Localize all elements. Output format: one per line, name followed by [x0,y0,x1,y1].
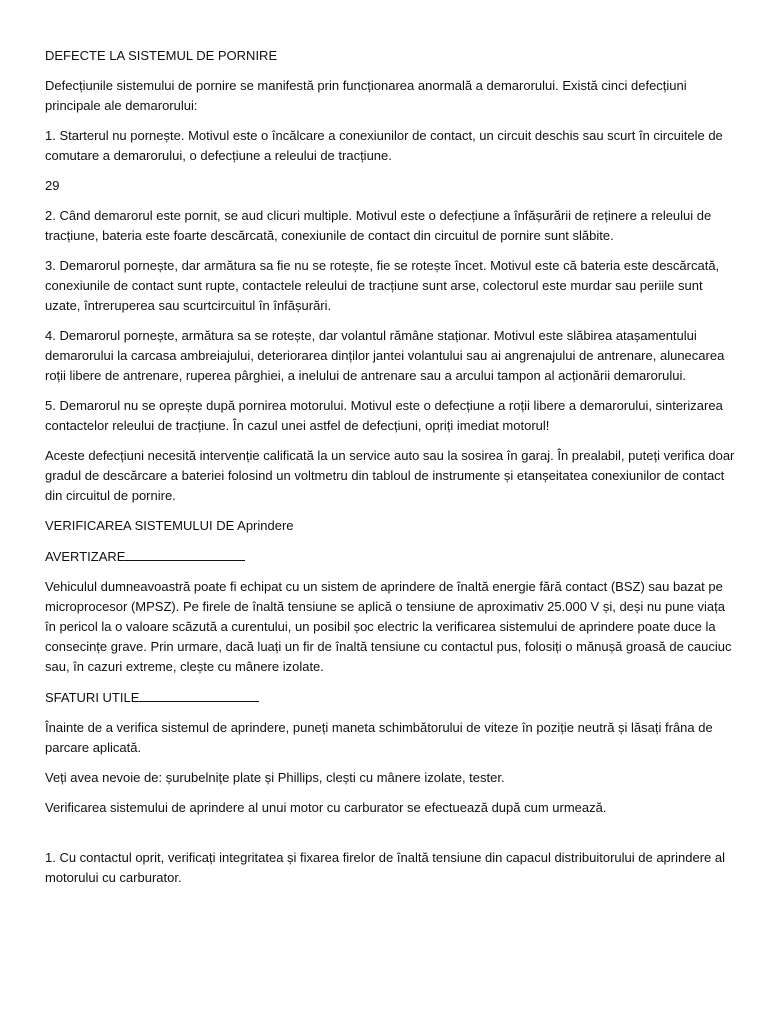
document-page [45,46,735,898]
paragraph-gap [45,828,735,848]
section-heading-starting-system-defects: DEFECTE LA SISTEMUL DE PORNIRE [45,48,278,63]
intro-paragraph: Defecțiunile sistemului de pornire se manifestă prin funcționarea anormală a demarorului. Există cinci defecțiuni principale ale demarorului: [45,78,687,113]
section-heading-ignition-check: VERIFICAREA SISTEMULUI DE Aprindere [45,518,294,533]
tools-paragraph: Veți avea nevoie de: șurubelnițe plate și Phillips, clești cu mânere izolate, tester. [45,770,505,785]
service-note-paragraph: Aceste defecțiuni necesită intervenție calificată la un service auto sau la sosirea în garaj. În prealabil, puteți verifica doar gradul de descărcare a bateriei folosind un voltmetru din tabloul de instrumente și etanșeitatea conexiunilor de contact din circuitul de pornire. [45,448,735,503]
defect-item-3: 3. Demarorul pornește, dar armătura sa fie nu se rotește, fie se rotește încet. Motivul este că bateria este descărcată, conexiunile de contact sunt rupte, contactele releului de tracțiune sunt arse, colectorul este murdar sau periile sunt uzate, întreruperea sau scurtcircuitul în înfășurări. [45,258,720,313]
tips-underline-rule [139,687,259,702]
defect-item-4: 4. Demarorul pornește, armătura sa se rotește, dar volantul rămâne staționar. Motivul este slăbirea atașamentului demarorului la carcasa ambreiajului, deteriorarea dinților jantei volantului sau ai angrenajului de antrenare, alunecarea roții libere de antrenare, ruperea pârghiei, a inelului de antrenare sau a arcului tampon al acționării demarorului. [45,328,725,383]
page-number: 29 [45,178,60,193]
tips-heading [45,687,735,708]
warning-heading [45,546,735,567]
defect-item-5: 5. Demarorul nu se oprește după pornirea motorului. Motivul este o defecțiune a roții libere a demarorului, sinterizarea contactelor releului de tracțiune. În cazul unei astfel de defecțiuni, opriți imediat motorul! [45,398,723,433]
tips-label: SFATURI UTILE [45,690,140,705]
warning-paragraph: Vehiculul dumneavoastră poate fi echipat cu un sistem de aprindere de înaltă energie fără contact (BSZ) sau bazat pe microprocesor (MPSZ). Pe firele de înaltă tensiune se aplică o tensiune de aproximativ 25.000 V și, deși nu pune viața în pericol la o valoare scăzută a curentului, un posibil șoc electric la verificarea sistemului de aprindere poate duce la consecințe grave. Prin urmare, dacă luați un fir de înaltă tensiune cu contactul pus, folosiți o mănușă groasă de cauciuc sau, în cazuri extreme, clește cu mânere izolate. [45,579,732,674]
tips-paragraph: Înainte de a verifica sistemul de aprindere, puneți maneta schimbătorului de viteze în poziție neutră și lăsați frâna de parcare aplicată. [45,720,713,755]
procedure-step-1: 1. Cu contactul oprit, verificați integritatea și fixarea firelor de înaltă tensiune din capacul distribuitorului de aprindere al motorului cu carburator. [45,850,725,885]
defect-item-1: 1. Starterul nu pornește. Motivul este o încălcare a conexiunilor de contact, un circuit deschis sau scurt în circuitele de comutare a demarorului, o defecțiune a releului de tracțiune. [45,128,723,163]
defect-item-2: 2. Când demarorul este pornit, se aud clicuri multiple. Motivul este o defecțiune a înfășurării de reținere a releului de tracțiune, bateria este foarte descărcată, conexiunile de contact din circuitul de pornire sunt slăbite. [45,208,712,243]
warning-label: AVERTIZARE [45,549,126,564]
procedure-intro-paragraph: Verificarea sistemului de aprindere al unui motor cu carburator se efectuează după cum urmează. [45,800,607,815]
warning-underline-rule [125,546,245,561]
